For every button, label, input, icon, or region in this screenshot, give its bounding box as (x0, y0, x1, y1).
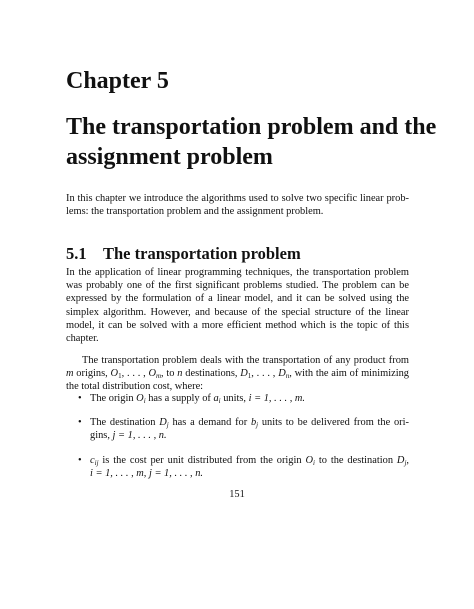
math-D: D (240, 368, 248, 380)
text-fragment: to the destination (314, 455, 397, 466)
math-range: j = 1, . . . , n. (112, 430, 167, 442)
text-fragment: gins, (90, 430, 113, 442)
text-fragment: units to be delivered from the ori- (258, 417, 409, 428)
bullet-text (90, 416, 409, 442)
math-n: n (177, 368, 183, 380)
paragraph-line: the total distribution cost, where: (66, 381, 204, 393)
text-fragment: , with the aim of minimizing (289, 368, 410, 380)
section-title: The transportation problem (103, 244, 301, 263)
text-fragment: , (406, 455, 409, 466)
paragraph-line: was probably one of the first significant problems studied. The problem can be (66, 280, 409, 292)
bullet-line (90, 416, 409, 429)
math-subscript: n (285, 372, 290, 381)
section-number: 5.1 (66, 244, 87, 263)
math-subscript: ij (94, 459, 99, 467)
intro-line: In this chapter we introduce the algorithms used to solve two specific linear prob- (66, 193, 409, 204)
math-D: D (278, 368, 286, 380)
text-fragment: has a supply of (145, 393, 214, 404)
text-fragment: The origin (90, 393, 137, 404)
math-subscript: i (218, 397, 221, 405)
math-O: O (305, 455, 313, 466)
math-O: O (110, 368, 119, 380)
math-b: b (250, 417, 257, 428)
text-fragment: The destination (90, 417, 160, 428)
math-c: c (90, 455, 95, 466)
bullet-line (90, 454, 409, 467)
chapter-title (66, 112, 437, 172)
bullet-icon: • (78, 417, 82, 428)
text-fragment: origins, (73, 368, 111, 380)
math-subscript: 1 (118, 372, 122, 381)
text-fragment: , . . . , (121, 368, 149, 380)
bullet-line (90, 392, 409, 405)
paragraph-line: The transportation problem deals with the transportation of any product from (82, 355, 409, 366)
math-D: D (396, 455, 405, 466)
text-fragment: has a demand for (168, 417, 251, 428)
bullet-line: i = 1, . . . , m, j = 1, . . . , n. (90, 468, 204, 480)
intro-paragraph (66, 192, 409, 218)
paragraph-line-math (66, 367, 409, 380)
chapter-title-line: assignment problem (66, 144, 273, 170)
text-fragment: units, (220, 393, 249, 404)
page-number: 151 (229, 489, 245, 500)
math-subscript: i (143, 397, 146, 405)
math-D: D (159, 417, 167, 428)
math-subscript: m (155, 372, 162, 381)
paragraph-line: model, it can be solved with a more efficient method which is the topic of this (66, 319, 409, 331)
bullet-text (90, 454, 409, 480)
paragraph-2 (66, 354, 409, 394)
math-m: m (66, 368, 74, 380)
section-heading (66, 244, 301, 264)
bullet-line (90, 429, 409, 442)
bullet-icon: • (78, 455, 82, 466)
math-O: O (148, 368, 156, 380)
text-fragment: is the cost per unit distributed from the origin (98, 455, 306, 466)
math-O: O (136, 393, 144, 404)
text-fragment: , to (161, 368, 178, 380)
math-subscript: j (404, 459, 407, 467)
math-subscript: i (312, 459, 315, 467)
paragraph-line: simplex algorithm. However, and because of the special structure of the linear (66, 306, 409, 318)
chapter-title-line: The transportation problem and the (66, 114, 437, 140)
math-subscript: j (166, 421, 169, 429)
chapter-label: Chapter 5 (66, 68, 169, 94)
bullet-icon: • (78, 393, 82, 404)
text-fragment: destinations, (182, 368, 241, 380)
paragraph-line: expressed by the formulation of a linear model, and it can be solved using the (66, 293, 409, 305)
math-a: a (213, 393, 219, 404)
math-range: i = 1, . . . , m. (248, 393, 306, 404)
intro-line: lems: the transportation problem and the assignment problem. (66, 206, 324, 218)
text-fragment: , . . . , (251, 368, 279, 380)
math-subscript: 1 (247, 372, 252, 381)
paragraph-1 (66, 266, 409, 345)
bullet-text (90, 392, 409, 405)
paragraph-line: chapter. (66, 333, 99, 345)
math-subscript: j (256, 421, 259, 429)
paragraph-line: In the application of linear programming techniques, the transportation problem (66, 267, 409, 278)
